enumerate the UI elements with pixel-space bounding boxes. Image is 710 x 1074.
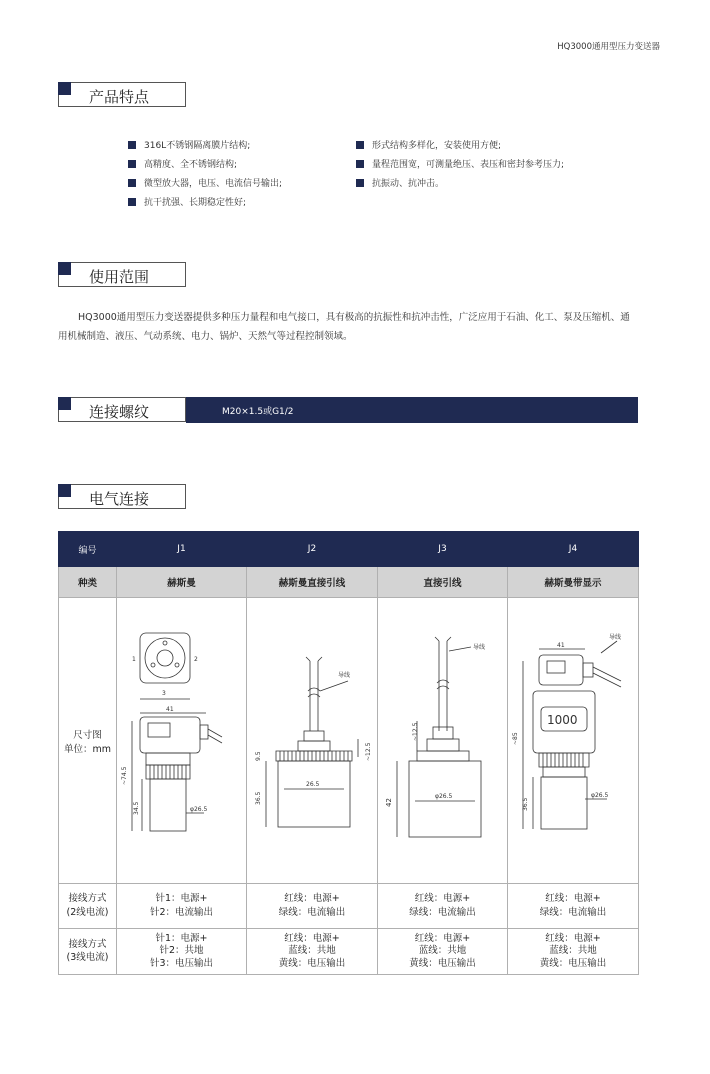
j1-dimension-drawing [118, 621, 246, 861]
thread-value: M20×1.5或G1/2 [222, 407, 294, 417]
wiring-cell: 红线：电源+ 蓝线：共地 黄线：电压输出 [508, 929, 639, 975]
type-cell: 赫斯曼 [117, 567, 247, 598]
type-label: 种类 [59, 567, 117, 598]
section-heading-scope [58, 262, 186, 287]
j1-diameter-dim: φ26.5 [189, 805, 207, 813]
document-header-title: HQ3000通用型压力变送器 [557, 42, 660, 52]
type-cell: 直接引线 [378, 567, 508, 598]
type-cell: 赫斯曼直接引线 [247, 567, 378, 598]
j3-diameter-dim: φ26.5 [434, 792, 452, 800]
j2-dimension-drawing [248, 621, 376, 861]
wiring-label-line2: (2线电流) [66, 907, 109, 918]
feature-item: 高精度、全不锈钢结构; [128, 157, 237, 170]
bullet-icon [128, 179, 136, 187]
table-type-row [59, 567, 639, 598]
wiring-2wire-label [59, 884, 117, 929]
bullet-icon [356, 179, 364, 187]
header-label: 编号 [59, 532, 117, 567]
feature-item: 形式结构多样化，安装使用方便; [356, 138, 501, 151]
dimension-label-line1: 尺寸图 [73, 729, 102, 741]
j4-diameter-dim: φ26.5 [591, 791, 609, 799]
j4-cable-label: 导线 [609, 633, 622, 641]
j1-top-dim: 3 [161, 689, 166, 697]
table-wiring-3wire-row [59, 929, 639, 975]
wiring-label-line1: 接线方式 [68, 893, 107, 904]
type-cell: 赫斯曼带显示 [508, 567, 639, 598]
j1-height-dim: ~74.5 [120, 766, 128, 785]
j1-height-dim: 34.5 [132, 801, 140, 815]
table-wiring-2wire-row [59, 884, 639, 929]
electrical-connection-table [58, 531, 639, 975]
j1-pin-label: 2 [193, 655, 198, 663]
wiring-cell: 针1：电源+ 针2：电流输出 [117, 884, 247, 929]
j3-height-dim: 42 [384, 797, 393, 807]
code-cell: J1 [117, 532, 247, 567]
dimension-label-line2: 单位：mm [63, 743, 111, 755]
section-title: 连接螺纹 [89, 403, 150, 421]
feature-item: 微型放大器，电压、电流信号输出; [128, 176, 282, 189]
section-heading-electric [58, 484, 186, 509]
drawing-cell-j4 [508, 598, 639, 884]
j3-dimension-drawing [379, 621, 507, 861]
j2-height-dim: 9.5 [255, 750, 262, 761]
wiring-3wire-label [59, 929, 117, 975]
code-cell: J4 [508, 532, 639, 567]
bullet-icon [356, 160, 364, 168]
wiring-cell: 红线：电源+ 蓝线：共地 黄线：电压输出 [247, 929, 378, 975]
wiring-cell: 针1：电源+ 针2：共地 针3：电压输出 [117, 929, 247, 975]
j4-height-dim: 36.5 [522, 797, 529, 811]
wiring-cell: 红线：电源+ 绿线：电流输出 [508, 884, 639, 929]
bullet-icon [128, 141, 136, 149]
drawing-cell-j1 [117, 598, 247, 884]
heading-square-icon [58, 397, 71, 410]
section-heading-features [58, 82, 186, 107]
j2-height-dim: 36.5 [255, 791, 262, 805]
feature-item: 抗振动、抗冲击。 [356, 176, 444, 189]
bullet-icon [356, 141, 364, 149]
j2-height-dim: ~12.5 [365, 742, 372, 761]
section-title: 产品特点 [89, 88, 150, 106]
feature-item: 量程范围宽，可测量绝压、表压和密封参考压力; [356, 157, 564, 170]
wiring-label-line2: (3线电流) [66, 951, 109, 963]
bullet-icon [128, 198, 136, 206]
table-header-row [59, 532, 639, 567]
heading-square-icon [58, 82, 71, 95]
j4-dimension-drawing [509, 621, 637, 861]
section-heading-thread [58, 397, 186, 422]
heading-square-icon [58, 484, 71, 497]
thread-value-bar [186, 397, 638, 423]
section-title: 电气连接 [89, 490, 150, 508]
dimension-label [59, 598, 117, 884]
wiring-cell: 红线：电源+ 绿线：电流输出 [378, 884, 508, 929]
code-cell: J2 [247, 532, 378, 567]
code-cell: J3 [378, 532, 508, 567]
j1-width-dim: 41 [165, 705, 174, 713]
wiring-cell: 红线：电源+ 蓝线：共地 黄线：电压输出 [378, 929, 508, 975]
feature-item: 抗干扰强、长期稳定性好; [128, 195, 246, 208]
j1-pin-label: 1 [131, 655, 136, 663]
j2-diameter-dim: 26.5 [306, 780, 320, 788]
j4-width-dim: 41 [557, 641, 565, 649]
drawing-cell-j3 [378, 598, 508, 884]
j4-display-readout: 1000 [547, 712, 578, 727]
drawing-cell-j2 [247, 598, 378, 884]
section-title: 使用范围 [89, 268, 150, 286]
wiring-cell: 红线：电源+ 绿线：电流输出 [247, 884, 378, 929]
j4-height-dim: ~85 [512, 731, 519, 745]
table-dimension-row [59, 598, 639, 884]
j3-cable-label: 导线 [472, 643, 485, 651]
bullet-icon [128, 160, 136, 168]
wiring-label-line1: 接线方式 [68, 939, 107, 950]
feature-item: 316L不锈钢隔离膜片结构; [128, 138, 250, 151]
scope-paragraph: HQ3000通用型压力变送器提供多种压力量程和电气接口，具有极高的抗振性和抗冲击性，广泛应用于石油、化工、泵及压缩机、通用机械制造、液压、气动系统、电力、锅炉、天然气等过程控制领域。 [58, 312, 630, 342]
heading-square-icon [58, 262, 71, 275]
j3-height-dim: ~12.5 [411, 722, 419, 741]
j2-cable-label: 导线 [338, 671, 351, 679]
